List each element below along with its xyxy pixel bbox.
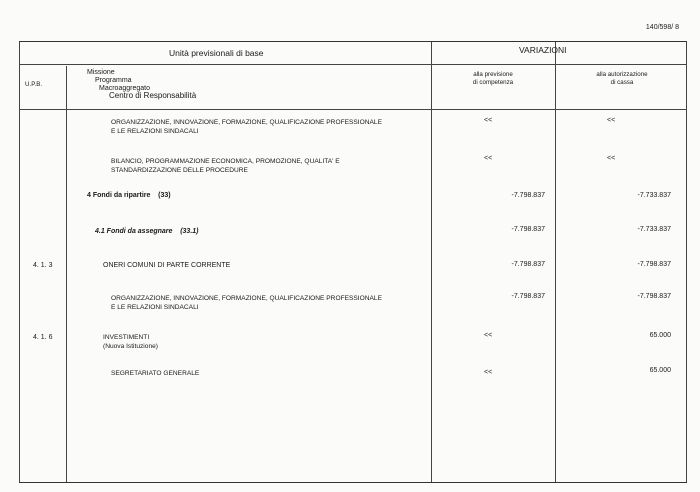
row-desc-line: ORGANIZZAZIONE, INNOVAZIONE, FORMAZIONE, QUALIFICAZIONE PROFESSIONALE: [111, 119, 382, 126]
row-competenza: <<: [484, 332, 493, 339]
row-desc: [111, 295, 382, 312]
row-desc-line: INVESTIMENTI: [103, 334, 150, 341]
header-programma: Programma: [95, 76, 132, 84]
row-upb: 4. 1. 3: [33, 262, 53, 269]
row-desc: [111, 119, 382, 136]
row-cassa: 65.000: [649, 367, 671, 374]
header-missione: Missione: [87, 69, 115, 76]
row-competenza: -7.798.837: [511, 192, 545, 199]
row-desc: [103, 334, 158, 351]
row-desc-line: E LE RELAZIONI SINDACALI: [111, 127, 199, 135]
row-competenza: -7.798.837: [511, 226, 545, 233]
row-cassa: -7.733.837: [637, 226, 671, 233]
row-cassa: <<: [607, 155, 616, 162]
row-desc: [111, 158, 340, 175]
row-competenza: -7.798.837: [511, 261, 545, 268]
row-desc-line: BILANCIO, PROGRAMMAZIONE ECONOMICA, PROMOZIONE, QUALITA' E: [111, 158, 340, 165]
row-cassa: -7.733.837: [637, 192, 671, 199]
budget-table: [19, 41, 687, 483]
row-cassa: 65.000: [649, 332, 671, 339]
row-desc-line: (Nuova Istituzione): [103, 342, 158, 350]
row-cassa: -7.798.837: [637, 261, 671, 268]
row-cassa: -7.798.837: [637, 293, 671, 300]
header-competenza-line2: di competenza: [472, 78, 514, 86]
header-macroaggregato: Macroaggregato: [99, 84, 150, 92]
row-desc-line: STANDARDIZZAZIONE DELLE PROCEDURE: [111, 166, 248, 174]
row-competenza: -7.798.837: [511, 293, 545, 300]
row-desc: ONERI COMUNI DI PARTE CORRENTE: [103, 262, 231, 269]
row-desc-line: E LE RELAZIONI SINDACALI: [111, 303, 199, 311]
header-competenza: [451, 71, 535, 86]
header-upb: U.P.B.: [25, 81, 43, 88]
header-cassa: [572, 71, 672, 86]
header-variazioni: VARIAZIONI: [519, 45, 567, 55]
row-cassa: <<: [607, 117, 616, 124]
row-competenza: <<: [484, 369, 493, 376]
row-desc-line: ORGANIZZAZIONE, INNOVAZIONE, FORMAZIONE, QUALIFICAZIONE PROFESSIONALE: [111, 295, 382, 302]
row-competenza: <<: [484, 117, 493, 124]
header-unita: Unità previsionali di base: [169, 48, 264, 58]
header-competenza-line1: alla previsione: [473, 71, 513, 78]
row-desc: 4.1 Fondi da assegnare (33.1): [95, 228, 199, 235]
row-competenza: <<: [484, 155, 493, 162]
row-desc: 4 Fondi da ripartire (33): [87, 192, 171, 199]
page-reference: 140/598/ 8: [645, 24, 679, 31]
header-cassa-line1: alla autorizzazione: [596, 71, 648, 78]
header-hierarchy: [87, 69, 196, 100]
row-desc: SEGRETARIATO GENERALE: [111, 370, 200, 377]
header-centro: Centro di Responsabilità: [109, 91, 197, 101]
header-cassa-line2: di cassa: [610, 78, 634, 86]
row-upb: 4. 1. 6: [33, 334, 53, 341]
